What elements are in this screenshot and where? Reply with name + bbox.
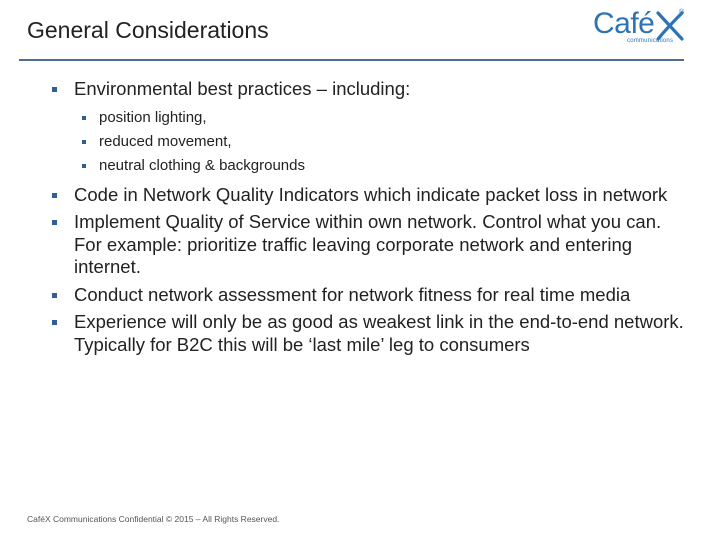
sub-bullet-marker: [82, 116, 86, 120]
slide-title: General Considerations: [27, 17, 269, 43]
title-divider: [19, 59, 684, 61]
logo-registered-mark: ®: [679, 9, 685, 16]
bullet-item: [50, 211, 690, 279]
sub-bullet-item: [50, 154, 690, 178]
bullet-item: [50, 184, 690, 207]
bullet-list: [50, 78, 690, 361]
sub-bullet-text: neutral clothing & backgrounds: [99, 156, 305, 174]
sub-bullet-marker: [82, 140, 86, 144]
logo-subtitle: communications: [627, 38, 674, 44]
sub-bullet-list: [50, 106, 690, 178]
sub-bullet-text: reduced movement,: [99, 132, 232, 150]
logo-wordmark: Café: [593, 7, 655, 40]
footer-confidential: CaféX Communications Confidential © 2015 – All Rights Reserved.: [27, 514, 280, 524]
bullet-item: [50, 311, 690, 356]
sub-bullet-item: [50, 106, 690, 130]
bullet-marker: [52, 87, 57, 92]
bullet-marker: [52, 293, 57, 298]
sub-bullet-item: [50, 130, 690, 154]
bullet-item: [50, 284, 690, 307]
sub-bullet-text: position lighting,: [99, 108, 207, 126]
bullet-marker: [52, 193, 57, 198]
bullet-text: Implement Quality of Service within own network. Control what you can. For example: prioritize traffic leaving corporate network and entering internet.: [74, 211, 662, 277]
bullet-text: Experience will only be as good as weakest link in the end-to-end network. Typically for B2C this will be ‘last mile’ leg to consumers: [74, 311, 684, 355]
cafex-logo: [593, 6, 693, 50]
sub-bullet-marker: [82, 164, 86, 168]
bullet-text: Code in Network Quality Indicators which indicate packet loss in network: [74, 183, 668, 205]
bullet-text: Environmental best practices – including:: [74, 78, 411, 99]
bullet-marker: [52, 320, 57, 325]
bullet-marker: [52, 220, 57, 225]
bullet-text: Conduct network assessment for network fitness for real time media: [74, 283, 631, 305]
bullet-item: [50, 78, 690, 101]
